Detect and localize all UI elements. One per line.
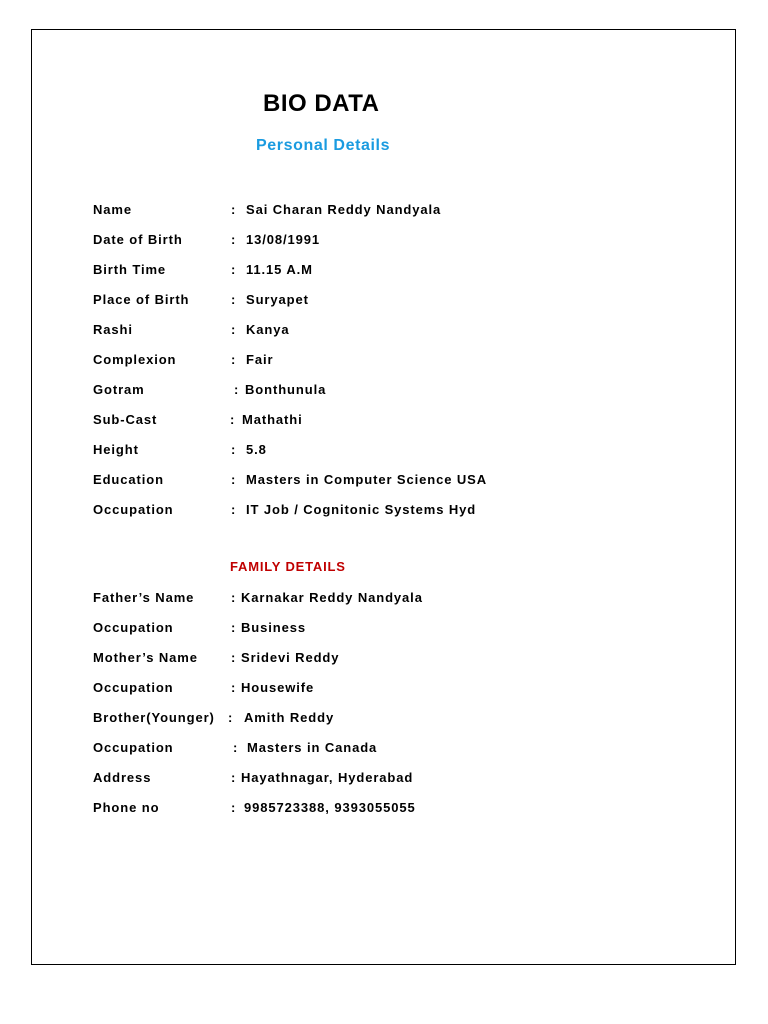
field-value: Suryapet: [246, 292, 309, 307]
field-value: Mathathi: [242, 412, 303, 427]
field-value: Business: [241, 620, 307, 635]
field-separator: :: [228, 710, 234, 725]
field-value: 13/08/1991: [246, 232, 321, 247]
field-label: Name: [93, 202, 133, 217]
field-label: Place of Birth: [93, 292, 190, 307]
personal-details-heading: Personal Details: [256, 137, 391, 154]
field-label: Education: [93, 472, 164, 487]
field-separator: :: [231, 590, 237, 605]
field-separator: :: [231, 322, 237, 337]
field-value: Karnakar Reddy Nandyala: [241, 590, 423, 605]
field-label: Father’s Name: [93, 590, 195, 605]
field-label: Occupation: [93, 502, 174, 517]
field-separator: :: [231, 800, 237, 815]
field-separator: :: [231, 650, 237, 665]
field-separator: :: [231, 262, 237, 277]
field-value: Hayathnagar, Hyderabad: [241, 770, 414, 785]
field-label: Occupation: [93, 680, 174, 695]
field-separator: :: [231, 770, 237, 785]
field-label: Complexion: [93, 352, 177, 367]
field-label: Date of Birth: [93, 232, 183, 247]
field-separator: :: [233, 740, 239, 755]
field-label: Mother’s Name: [93, 650, 198, 665]
field-value: Bonthunula: [245, 382, 327, 397]
field-separator: :: [231, 620, 237, 635]
field-label: Address: [93, 770, 152, 785]
field-value: Sai Charan Reddy Nandyala: [246, 202, 442, 217]
field-value: Housewife: [241, 680, 315, 695]
field-value: Amith Reddy: [244, 710, 335, 725]
field-label: Brother(Younger): [93, 710, 215, 725]
field-separator: :: [231, 232, 237, 247]
field-separator: :: [231, 502, 237, 517]
field-label: Occupation: [93, 740, 174, 755]
field-separator: :: [231, 352, 237, 367]
field-label: Birth Time: [93, 262, 167, 277]
field-separator: :: [231, 442, 237, 457]
field-label: Occupation: [93, 620, 174, 635]
page-border: [31, 29, 736, 965]
document-title: BIO DATA: [263, 90, 380, 117]
field-value: 11.15 A.M: [246, 262, 313, 277]
field-value: Sridevi Reddy: [241, 650, 340, 665]
field-label: Gotram: [93, 382, 145, 397]
field-label: Phone no: [93, 800, 160, 815]
field-separator: :: [234, 382, 240, 397]
family-details-heading: FAMILY DETAILS: [230, 559, 346, 574]
field-value: Masters in Computer Science USA: [246, 472, 488, 487]
field-separator: :: [230, 412, 236, 427]
field-value: 5.8: [246, 442, 267, 457]
field-value: Masters in Canada: [247, 740, 378, 755]
field-value: 9985723388, 9393055055: [244, 800, 416, 815]
field-separator: :: [231, 202, 237, 217]
field-value: Kanya: [246, 322, 290, 337]
field-label: Rashi: [93, 322, 133, 337]
field-value: IT Job / Cognitonic Systems Hyd: [246, 502, 477, 517]
field-label: Height: [93, 442, 139, 457]
field-separator: :: [231, 680, 237, 695]
field-value: Fair: [246, 352, 274, 367]
field-separator: :: [231, 292, 237, 307]
field-label: Sub-Cast: [93, 412, 158, 427]
field-separator: :: [231, 472, 237, 487]
